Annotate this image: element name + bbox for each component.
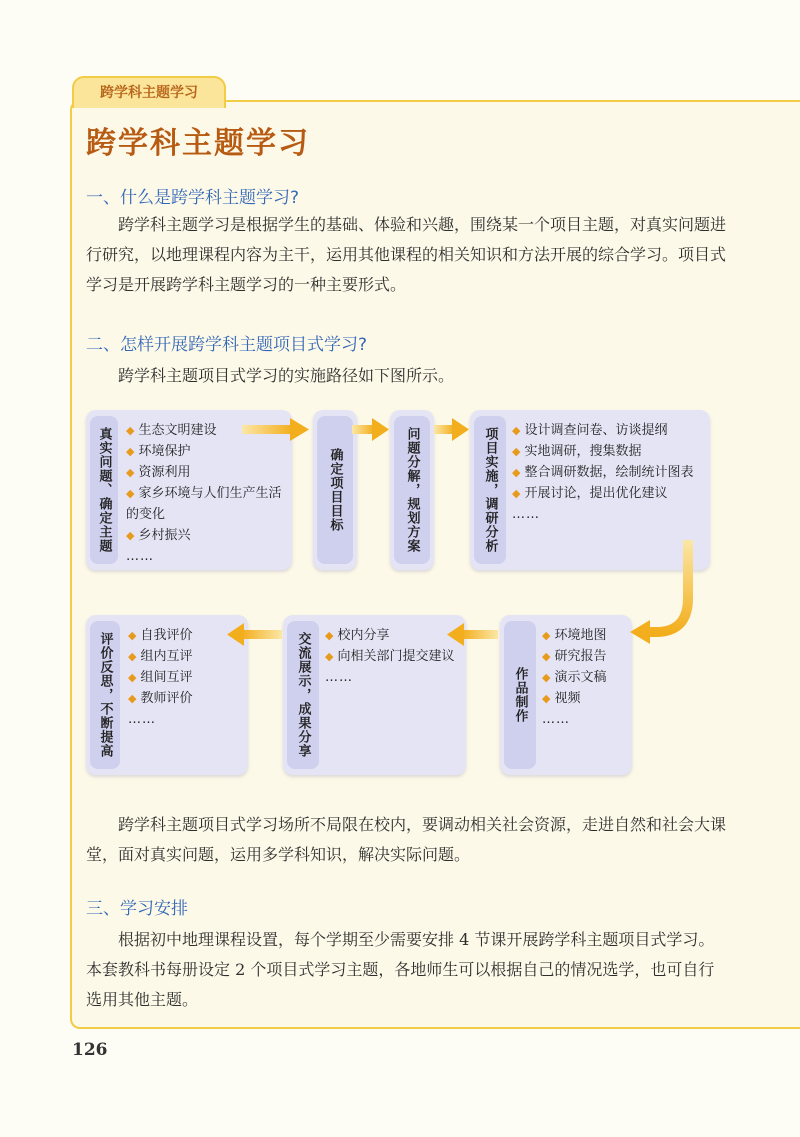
arrow-left-icon	[227, 623, 282, 646]
arrow-right-icon	[242, 418, 309, 441]
step-label: 确定项目目标	[317, 416, 353, 564]
list-item: ◆ 向相关部门提交建议	[325, 649, 455, 664]
list-item: ◆ 组间互评	[128, 670, 193, 685]
list-more: ……	[126, 549, 154, 564]
step-label: 真实问题、确定主题	[90, 416, 118, 564]
step-label: 项目实施，调研分析	[474, 416, 506, 564]
list-item: ◆ 环境地图	[542, 628, 607, 643]
list-item: ◆ 开展讨论，提出优化建议	[512, 486, 668, 501]
arrow-right-icon	[352, 418, 389, 441]
arrow-right-icon	[434, 418, 469, 441]
list-item: ◆ 生态文明建设	[126, 423, 217, 438]
list-item: ◆ 自我评价	[128, 628, 193, 643]
list-item: ◆ 校内分享	[325, 628, 390, 643]
step-label: 评价反思，不断提高	[90, 621, 120, 769]
list-item: ◆ 家乡环境与人们生产生活的变化	[126, 486, 282, 522]
list-item: ◆ 资源利用	[126, 465, 191, 480]
list-more: ……	[542, 712, 570, 727]
list-item: ◆ 乡村振兴	[126, 528, 191, 543]
section-tab: 跨学科主题学习	[72, 76, 226, 108]
list-item: ◆ 组内互评	[128, 649, 193, 664]
list-item: ◆ 演示文稿	[542, 670, 607, 685]
page-number: 126	[72, 1040, 108, 1060]
section-2-intro: 跨学科主题项目式学习的实施路径如下图所示。	[118, 366, 455, 385]
list-item: ◆ 视频	[542, 691, 581, 706]
list-item: ◆ 实地调研，搜集数据	[512, 444, 642, 459]
arrow-left-icon	[447, 623, 498, 646]
step-label: 问题分解，规划方案	[394, 416, 430, 564]
section-heading-3: 三、学习安排	[86, 899, 188, 919]
list-item: ◆ 研究报告	[542, 649, 607, 664]
list-item: ◆ 整合调研数据，绘制统计图表	[512, 465, 694, 480]
step-label: 交流展示，成果分享	[287, 621, 319, 769]
page-title: 跨学科主题学习	[86, 126, 310, 161]
section-heading-2: 二、怎样开展跨学科主题项目式学习?	[86, 335, 368, 355]
step-label: 作品制作	[504, 621, 536, 769]
list-more: ……	[325, 670, 353, 685]
list-item: ◆ 教师评价	[128, 691, 193, 706]
arrow-curve-icon	[630, 540, 688, 644]
list-item: ◆ 环境保护	[126, 444, 191, 459]
section-1-paragraph: 跨学科主题学习是根据学生的基础、体验和兴趣，围绕某一个项目主题，对真实问题进行研究，以地理课程内容为主干，运用其他课程的相关知识和方法开展的综合学习。项目式学习是开展跨学科主题学习的一种主要形式。	[86, 215, 727, 294]
section-3-paragraph: 根据初中地理课程设置，每个学期至少需要安排 4 节课开展跨学科主题项目式学习。本套教科书每册设定 2 个项目式学习主题，各地师生可以根据自己的情况选学，也可自行选用其他主题。	[86, 930, 715, 1009]
section-heading-1: 一、什么是跨学科主题学习?	[86, 188, 300, 208]
list-more: ……	[128, 712, 156, 727]
section-2-paragraph: 跨学科主题项目式学习场所不局限在校内，要调动相关社会资源，走进自然和社会大课堂，面对真实问题，运用多学科知识，解决实际问题。	[86, 815, 727, 864]
list-more: ……	[512, 507, 540, 522]
list-item: ◆ 设计调查问卷、访谈提纲	[512, 423, 668, 438]
